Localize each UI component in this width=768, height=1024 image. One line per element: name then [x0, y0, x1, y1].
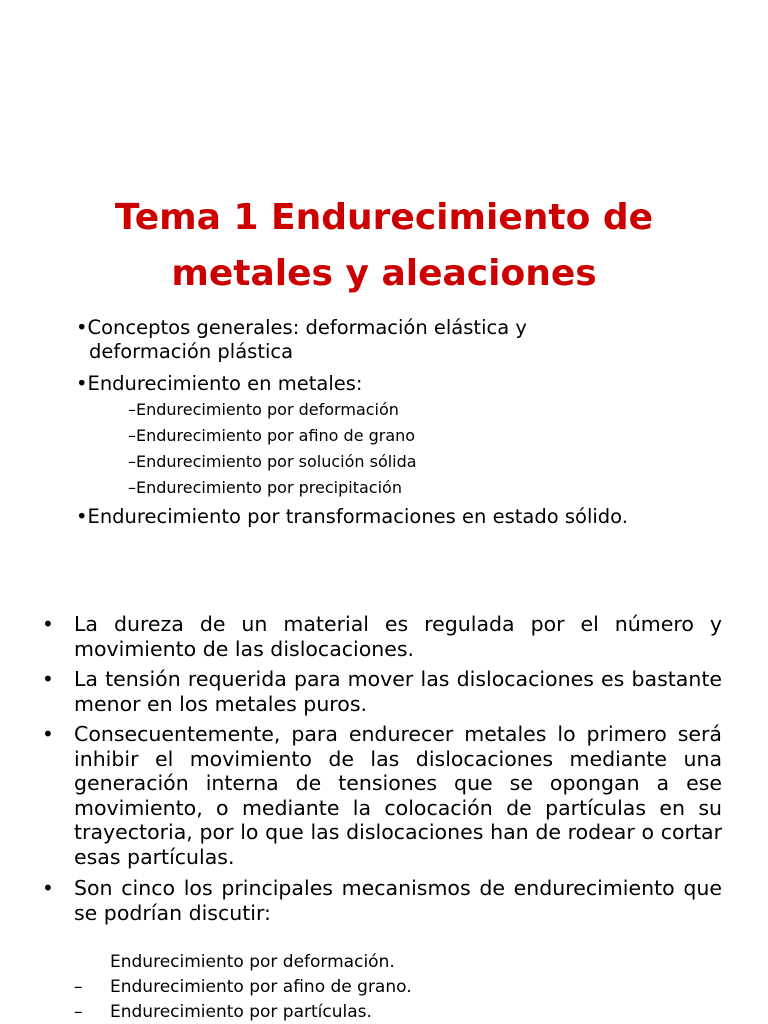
outline-item-hardening-metals: •Endurecimiento en metales:	[76, 372, 363, 395]
outline-item-concepts-line-2: deformación plástica	[89, 340, 294, 363]
bullet-marker: •	[42, 722, 54, 746]
outline-item-transformations: •Endurecimiento por transformaciones en estado sólido.	[76, 505, 628, 528]
list-item: Consecuentemente, para endurecer metales lo primero será inhibir el movimiento de las dislocaciones mediante una generación interna de tensiones que se opongan a ese movimiento, o mediante la colocación de partículas en su trayectoria, por lo que las dislocaciones han de rodear o cortar esas partículas.	[74, 722, 722, 869]
list-item: La dureza de un material es regulada por el número y movimiento de las dislocaciones.	[74, 612, 722, 661]
bullet-marker: •	[42, 876, 54, 900]
page-title-line-2: metales y aleaciones	[171, 253, 597, 294]
bullet-marker: •	[42, 612, 54, 636]
outline-subitem-solid-solution: –Endurecimiento por solución sólida	[128, 452, 417, 471]
outline-subitem-grain: –Endurecimiento por afino de grano	[128, 426, 416, 445]
outline-subitem-precipitation: –Endurecimiento por precipitación	[128, 478, 402, 497]
mechanism-item: Endurecimiento por partículas.	[110, 1002, 372, 1022]
mechanism-dash: –	[74, 977, 83, 997]
list-item: La tensión requerida para mover las dislocaciones es bastante menor en los metales puros.	[74, 667, 722, 716]
page-title-line-1: Tema 1 Endurecimiento de	[114, 197, 654, 238]
bullet-marker: •	[42, 667, 54, 691]
list-item: Son cinco los principales mecanismos de endurecimiento que se podrían discutir:	[74, 876, 722, 925]
outline-item-concepts-line-1: •Conceptos generales: deformación elástica y	[76, 316, 527, 339]
mechanism-item: Endurecimiento por deformación.	[110, 952, 395, 972]
mechanism-dash: –	[74, 1002, 83, 1022]
page-title	[0, 190, 768, 302]
mechanism-item: Endurecimiento por afino de grano.	[110, 977, 412, 997]
outline-subitem-deformation: –Endurecimiento por deformación	[128, 400, 399, 419]
